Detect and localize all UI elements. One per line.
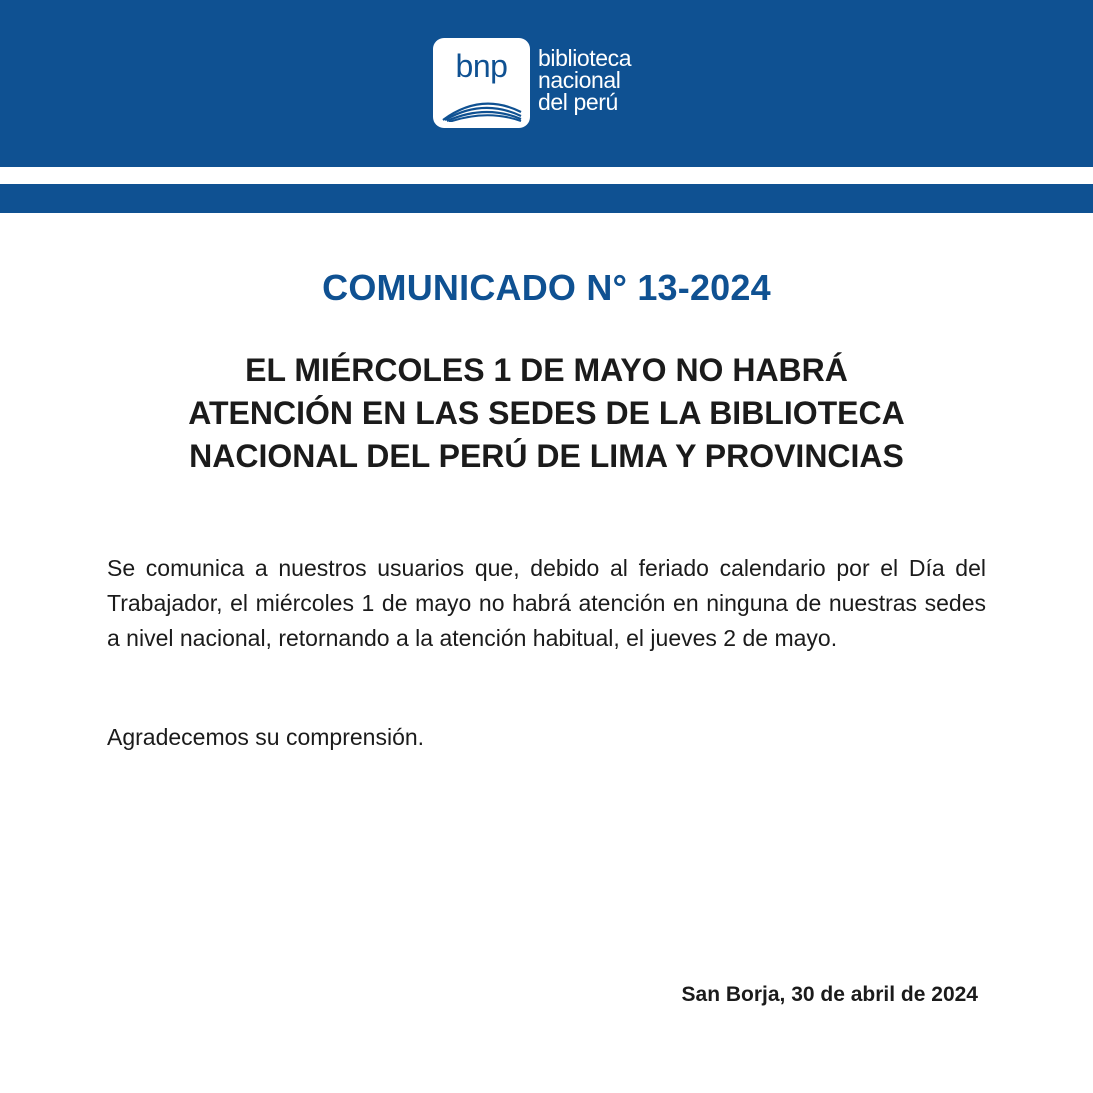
headline [0, 349, 1093, 478]
logo-word-line-3: del perú [538, 89, 618, 115]
dateline: San Borja, 30 de abril de 2024 [681, 983, 978, 1006]
logo-mark [433, 38, 530, 128]
document-title: COMUNICADO N° 13-2024 [322, 267, 771, 308]
header-stripe [0, 184, 1093, 213]
closing-text: Agradecemos su comprensión. [107, 724, 425, 750]
bnp-logo [433, 38, 631, 128]
logo-word-line-1: biblioteca [538, 45, 632, 71]
book-arcs-icon [441, 90, 523, 122]
headline-line: ATENCIÓN EN LAS SEDES DE LA BIBLIOTECA [188, 395, 905, 431]
body-paragraph: Se comunica a nuestros usuarios que, debido al feriado calendario por el Día del Trabajador, el miércoles 1 de mayo no habrá atención en ninguna de nuestras sedes a nivel nacional, retornando a la atención habitual, el jueves 2 de mayo. [107, 555, 986, 651]
header-band [0, 0, 1093, 167]
headline-line: NACIONAL DEL PERÚ DE LIMA Y PROVINCIAS [189, 438, 904, 474]
headline-line: EL MIÉRCOLES 1 DE MAYO NO HABRÁ [245, 352, 848, 388]
logo-word-line-2: nacional [538, 67, 621, 93]
logo-mark-text: bnp [455, 48, 508, 84]
logo-wordmark [538, 47, 631, 113]
